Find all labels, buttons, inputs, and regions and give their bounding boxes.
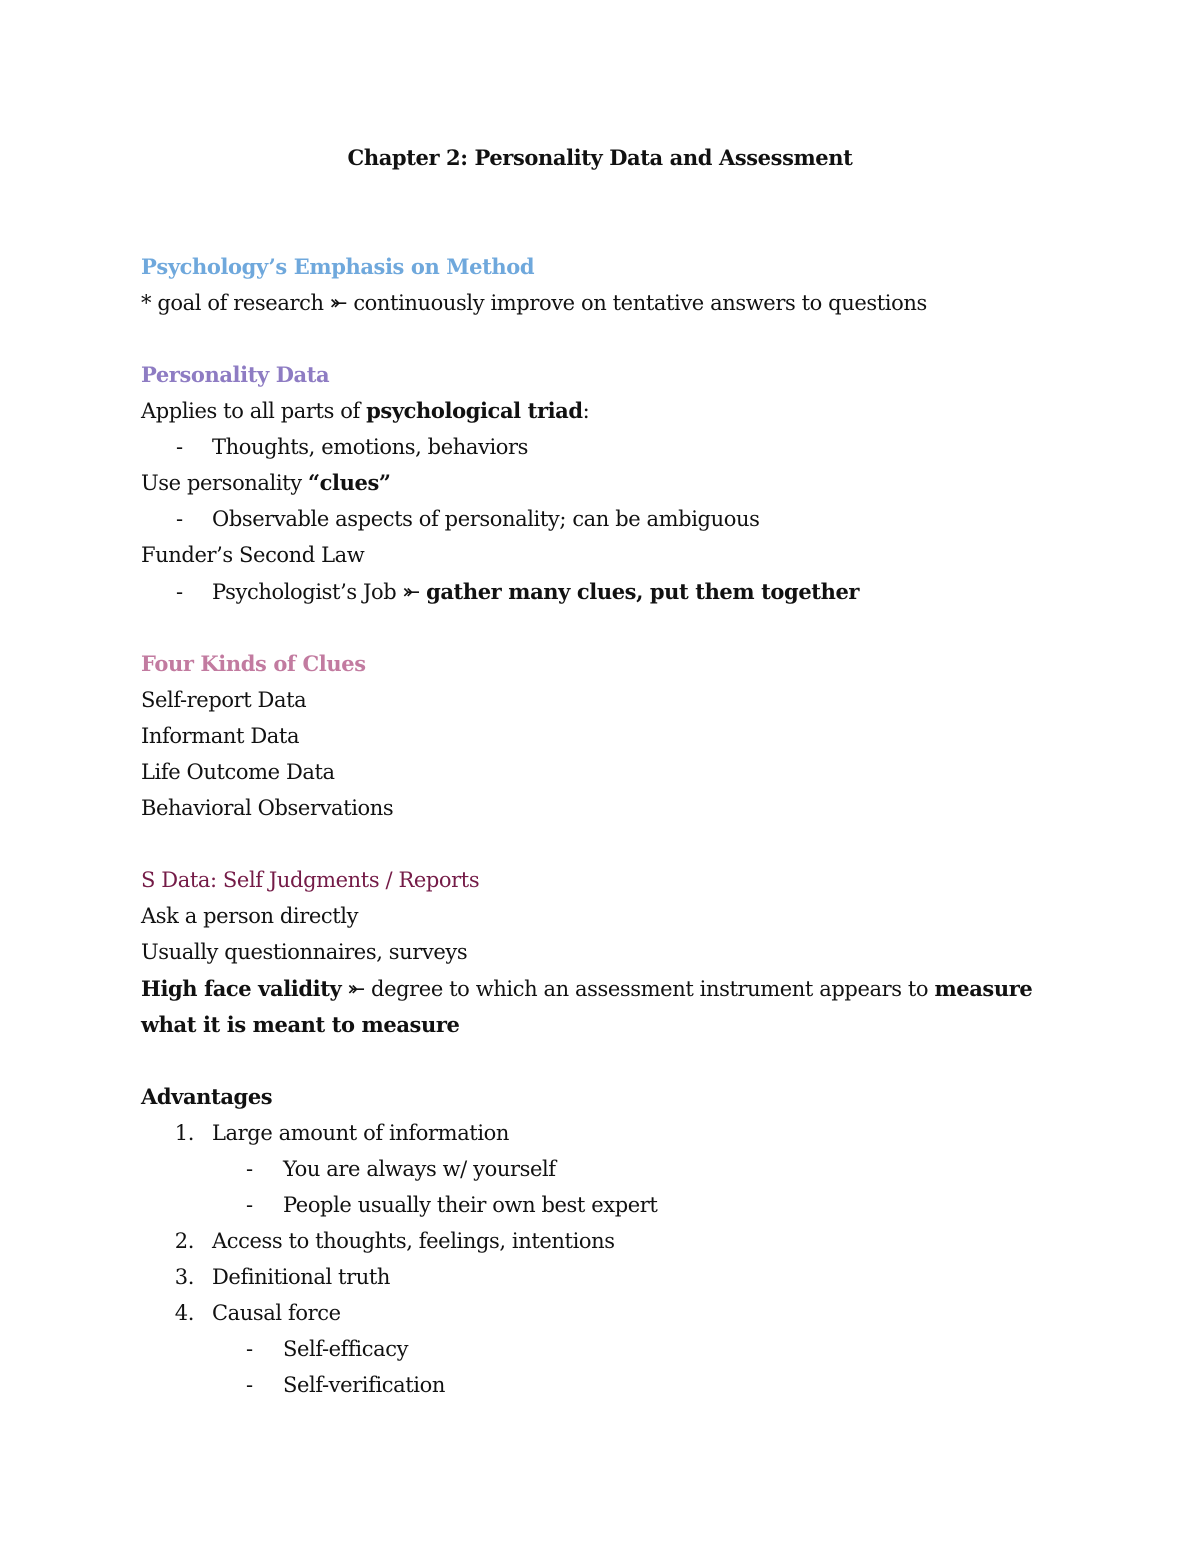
advantage-item: Definitional truth bbox=[212, 1265, 390, 1289]
advantage-item: Causal force bbox=[212, 1301, 341, 1325]
list-item: Behavioral Observations bbox=[141, 796, 394, 820]
heading-advantages: Advantages bbox=[141, 1084, 273, 1109]
list-item: Self-report Data bbox=[141, 688, 307, 712]
advantage-sub: Self-verification bbox=[283, 1373, 445, 1397]
triad-sub: Thoughts, emotions, behaviors bbox=[212, 435, 529, 459]
job-pre: Psychologist’s Job ⤜ bbox=[212, 580, 427, 604]
triad-pre: Applies to all parts of bbox=[141, 399, 367, 423]
clues-line bbox=[141, 469, 391, 497]
clues-pre: Use personality bbox=[141, 471, 308, 495]
advantage-sub: You are always w/ yourself bbox=[283, 1157, 556, 1181]
job-bold: gather many clues, put them together bbox=[426, 579, 860, 604]
bullet-dash: - bbox=[246, 1337, 253, 1361]
questionnaires-line: Usually questionnaires, surveys bbox=[141, 940, 468, 964]
clues-bold: “clues” bbox=[307, 470, 391, 495]
advantage-sub: People usually their own best expert bbox=[283, 1193, 658, 1217]
face-validity-bold: High face validity bbox=[141, 976, 342, 1001]
triad-bold: psychological triad bbox=[366, 398, 583, 423]
triad-post: : bbox=[582, 399, 590, 423]
list-item: Life Outcome Data bbox=[141, 760, 335, 784]
advantage-item: Access to thoughts, feelings, intentions bbox=[212, 1229, 615, 1253]
triad-line bbox=[141, 397, 589, 425]
bullet-dash: - bbox=[246, 1157, 253, 1181]
heading-personality-data: Personality Data bbox=[141, 362, 330, 387]
list-number: 1. bbox=[174, 1121, 194, 1145]
list-number: 3. bbox=[174, 1265, 194, 1289]
bullet-dash: - bbox=[176, 435, 183, 459]
face-validity-line bbox=[141, 975, 1032, 1003]
face-validity-cont: what it is meant to measure bbox=[141, 1012, 460, 1037]
ask-directly-line: Ask a person directly bbox=[141, 904, 359, 928]
research-goal-line: * goal of research ⤜ continuously improve on tentative answers to questions bbox=[141, 291, 927, 315]
clues-sub: Observable aspects of personality; can be ambiguous bbox=[212, 507, 760, 531]
heading-method: Psychology’s Emphasis on Method bbox=[141, 254, 535, 279]
heading-s-data: S Data: Self Judgments / Reports bbox=[141, 868, 480, 892]
face-validity-mid: ⤜ degree to which an assessment instrument appears to bbox=[341, 977, 935, 1001]
page-title: Chapter 2: Personality Data and Assessment bbox=[347, 145, 853, 170]
list-number: 4. bbox=[174, 1301, 194, 1325]
bullet-dash: - bbox=[176, 580, 183, 604]
advantage-item: Large amount of information bbox=[212, 1121, 510, 1145]
list-item: Informant Data bbox=[141, 724, 300, 748]
bullet-dash: - bbox=[246, 1193, 253, 1217]
heading-four-kinds: Four Kinds of Clues bbox=[141, 651, 366, 676]
list-number: 2. bbox=[174, 1229, 194, 1253]
bullet-dash: - bbox=[176, 507, 183, 531]
second-law-sub bbox=[212, 578, 859, 606]
bullet-dash: - bbox=[246, 1373, 253, 1397]
second-law-line: Funder’s Second Law bbox=[141, 543, 365, 567]
face-validity-bold2: measure bbox=[934, 976, 1033, 1001]
advantage-sub: Self-efficacy bbox=[283, 1337, 409, 1361]
